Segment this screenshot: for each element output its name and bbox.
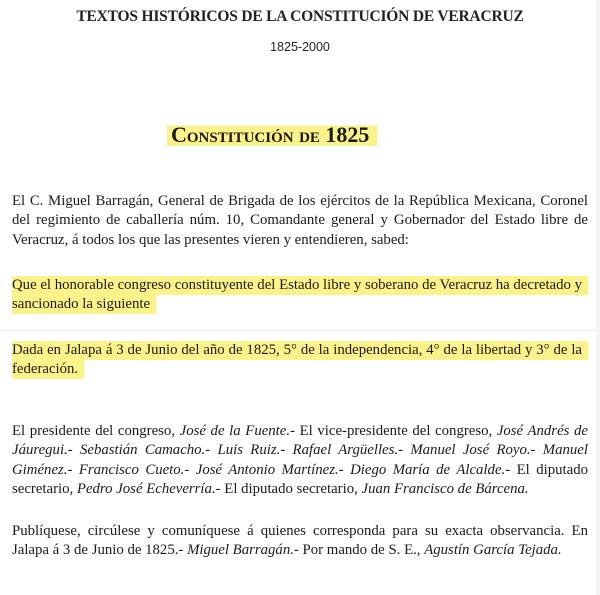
intro-paragraph: El C. Miguel Barragán, General de Brigada de los ejércitos de la República Mexicana, Coronel del regimiento de caballería núm. 10, Comandante general y Gobernador del Estado libre de Veracruz, á todos los que las presentes vieren y entendieren, sabed:	[12, 193, 588, 248]
text-run: - El vice-presidente del congreso,	[290, 423, 497, 439]
italic-name: Juan Francisco de Bárcena.	[361, 480, 529, 497]
italic-name: José Andrés de Jáuregui.- Sebastián Camacho.- Luis Ruiz.- Rafael Argüelles.- Manuel José Royo.- Manuel Giménez.- Francisco Cueto.- José Antonio Martínez.- Diego María de Alcalde.	[12, 423, 588, 478]
decree-paragraph	[12, 276, 588, 315]
text-run: - El diputado secretario,	[215, 480, 362, 497]
italic-name: Pedro José Echeverría.	[76, 480, 216, 497]
divider	[0, 330, 596, 331]
section-title	[167, 122, 377, 148]
text-run: El presidente del congreso,	[12, 423, 180, 439]
text-run: - Por mando de S. E.,	[293, 542, 425, 559]
text-run: Publíquese, circúlese y comuníquese á quienes corresponda para su exacta observancia. En Jalapa á 3 de Junio de 1825.-	[12, 523, 588, 559]
signatories-paragraph	[12, 422, 588, 499]
italic-name: Agustín García Tejada.	[424, 542, 562, 559]
dated-paragraph	[12, 341, 588, 380]
section-title-text: onstitución de	[186, 122, 320, 147]
italic-name: Miguel Barragán.	[187, 542, 294, 559]
italic-name: José de la Fuente.	[179, 423, 291, 439]
section-title-year: 1825	[325, 122, 370, 147]
text-run: - El diputado secretario,	[12, 461, 589, 497]
closing-paragraph	[12, 522, 588, 561]
highlighted-text: Dada en Jalapa á 3 de Junio del año de 1825, 5° de la independencia, 4° de la libertad y 3° de la federación.	[12, 341, 588, 379]
section-title-initial: C	[171, 122, 187, 147]
document-header-years: 1825-2000	[270, 40, 330, 54]
highlighted-text: Que el honorable congreso constituyente del Estado libre y soberano de Veracruz ha decretado y sancionado la siguiente	[12, 276, 588, 314]
document-header-title: TEXTOS HISTÓRICOS DE LA CONSTITUCIÓN DE VERACRUZ	[76, 8, 524, 25]
page-edge	[596, 0, 600, 595]
